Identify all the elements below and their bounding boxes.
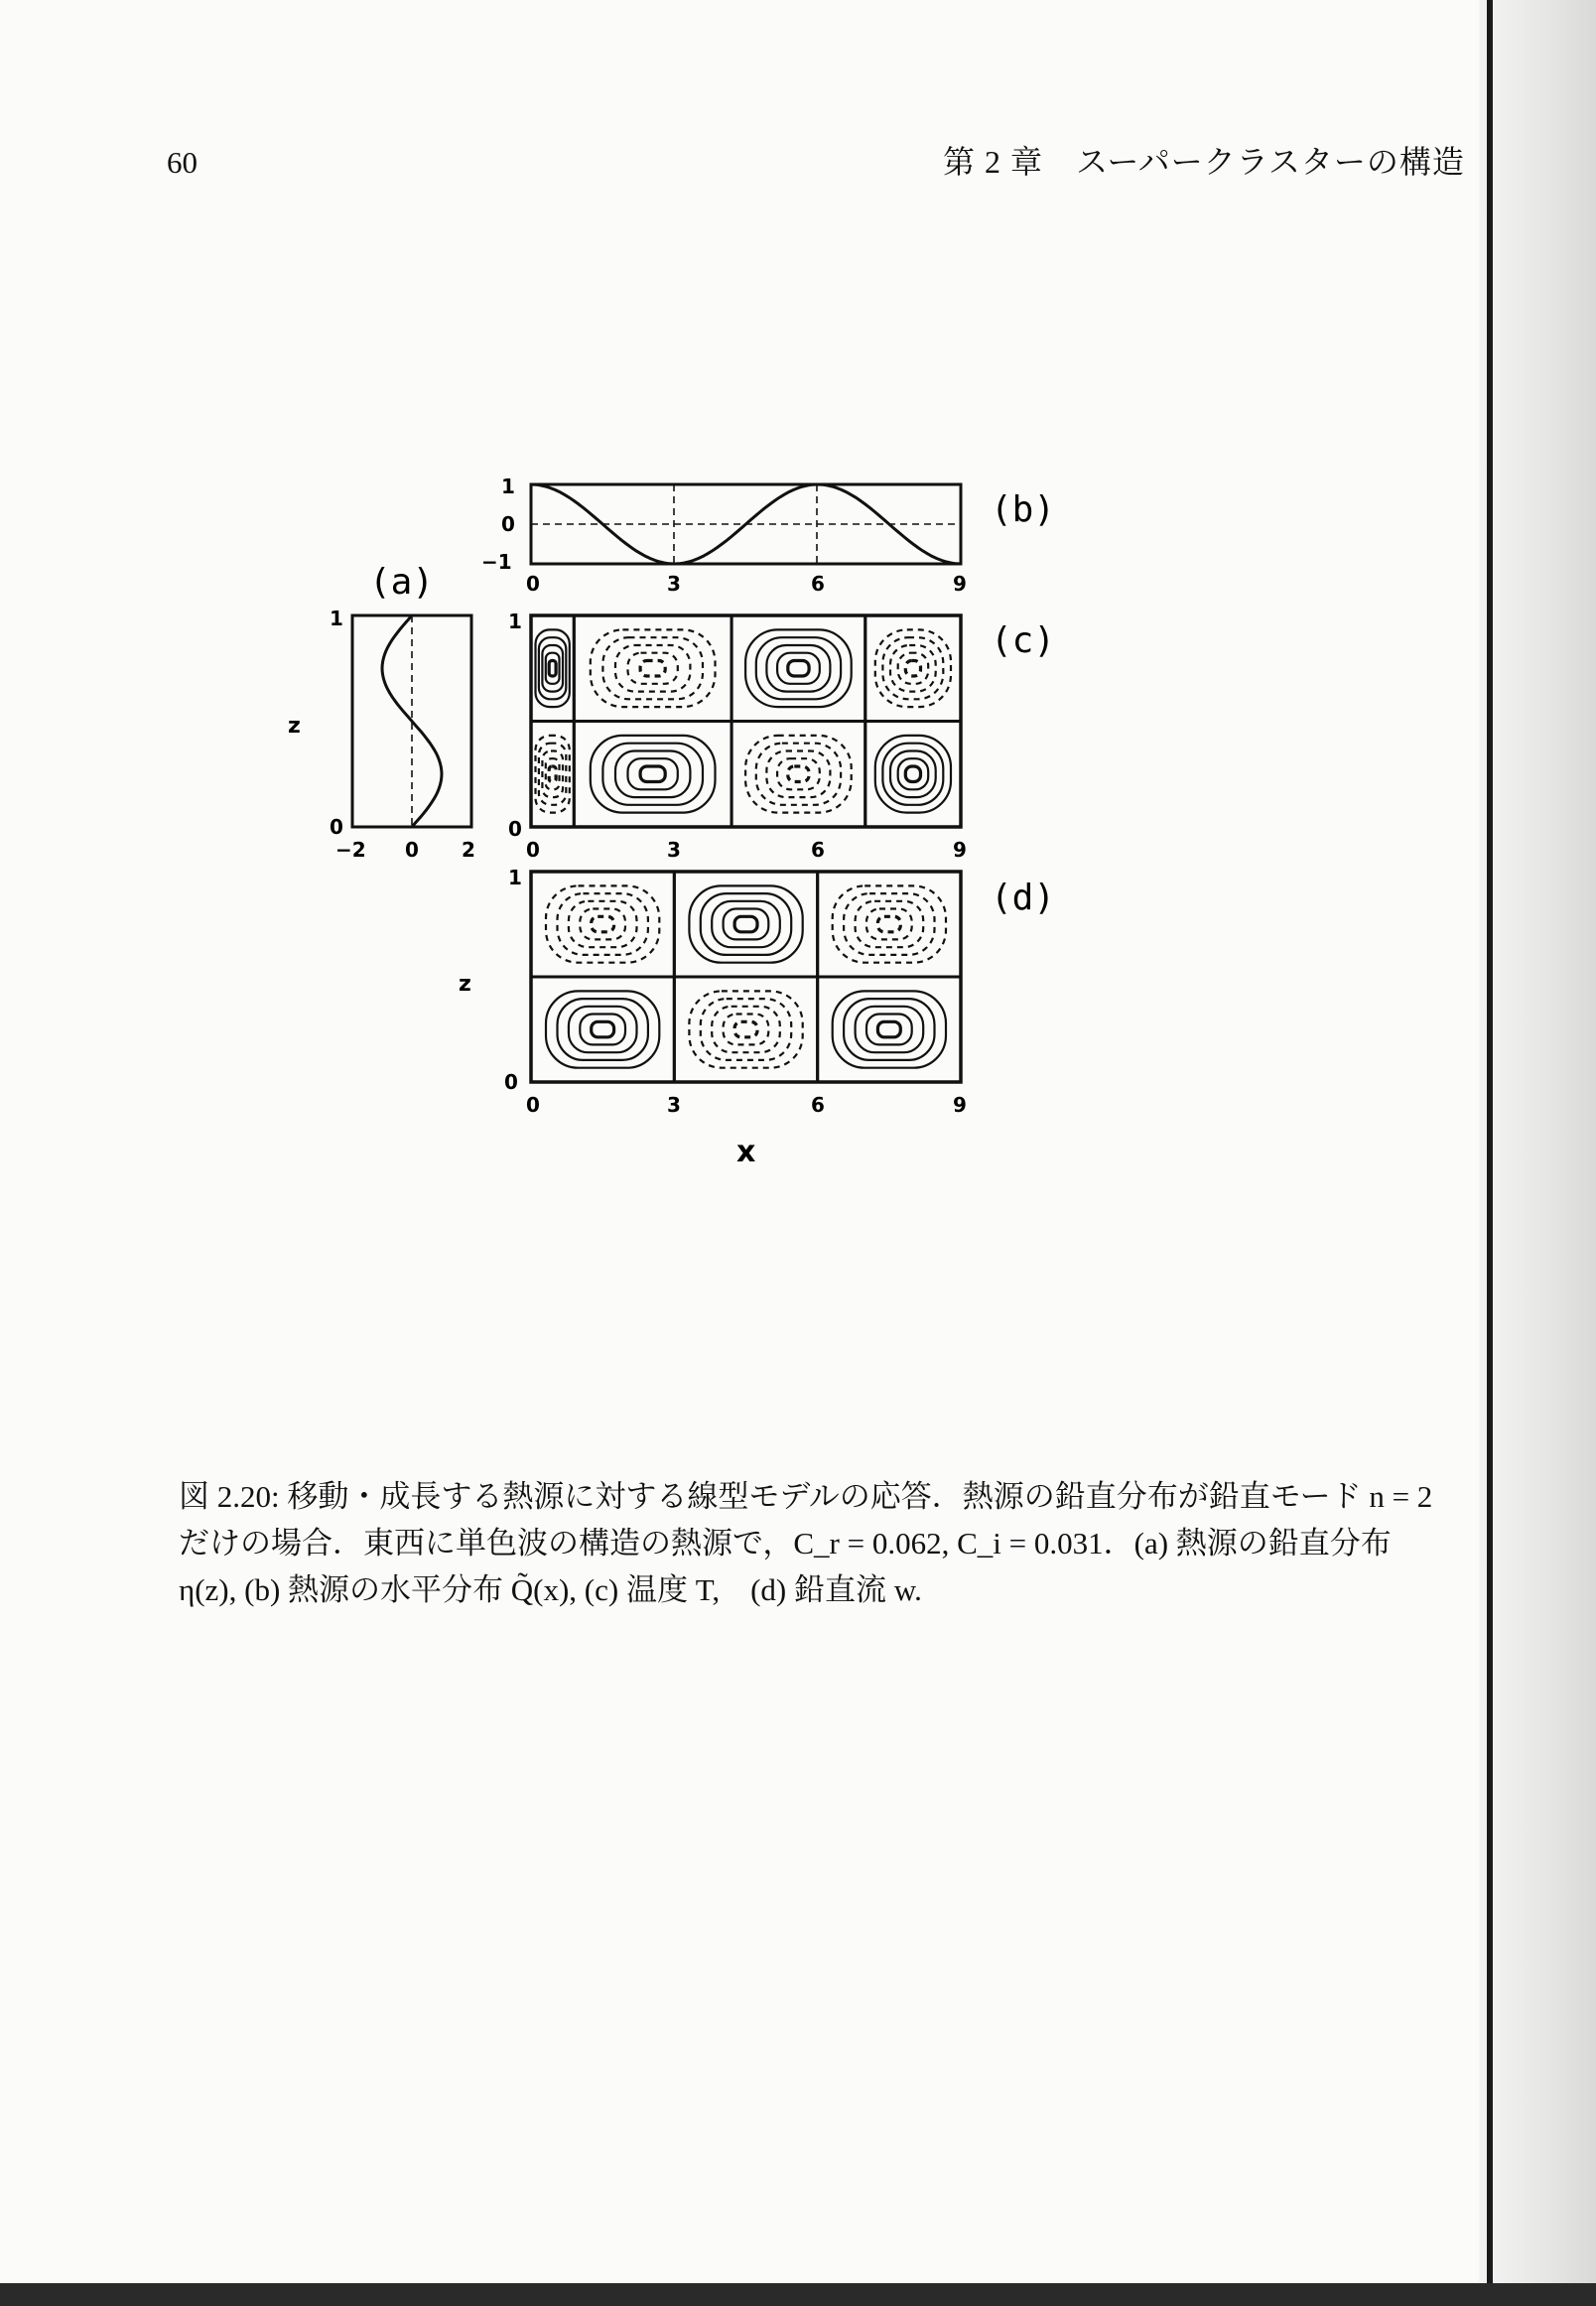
contour-line-positive [866,1015,912,1045]
scan-shadow [1479,0,1596,2306]
contour-line-negative [591,629,716,707]
contour-line-positive [689,885,802,962]
panel-d-x-label: x [736,1135,756,1169]
contour-line-positive [788,661,809,677]
panel-c-contours [531,615,961,827]
contour-line-negative [734,1021,757,1037]
contour-line-negative [640,661,665,677]
caption-line-2: だけの場合．東西に単色波の構造の熱源で，C_r = 0.062, C_i = 0.031．(a) 熱源の鉛直分布 [179,1526,1392,1560]
contour-line-negative [724,1015,769,1045]
contour-line-negative [628,653,678,684]
running-title: 第 2 章 スーパークラスターの構造 [943,144,1465,180]
contour-line-positive [875,736,951,813]
panel-c-x-tick-3: 3 [667,838,681,862]
figure-caption [179,1473,1469,1613]
contour-line-positive [558,999,648,1060]
panel-a-x-tick-0: 0 [405,838,419,862]
contour-cell-border [574,615,732,722]
panel-a-z-label: z [288,714,301,739]
contour-line-positive [591,736,716,813]
contour-line-positive [777,653,820,684]
contour-line-positive [546,991,659,1067]
contour-line-negative [701,999,791,1060]
contour-line-positive [877,1021,900,1037]
contour-line-positive [833,991,946,1067]
contour-cell-border [818,872,961,977]
panel-c-x-tick-0: 0 [526,838,540,862]
panel-b-y-tick-0: 0 [501,512,515,536]
contour-cell-border [732,615,865,722]
panel-a [288,562,475,862]
contour-line-negative [558,893,648,955]
contour-line-positive [734,916,757,932]
contour-line-negative [777,758,820,789]
panel-d-x-tick-3: 3 [667,1093,681,1117]
panel-d-x-tick-0: 0 [526,1093,540,1117]
panel-b-label: (b) [991,489,1056,530]
contour-line-positive [701,893,791,955]
contour-line-negative [689,991,802,1067]
contour-line-negative [877,916,900,932]
contour-line-negative [882,637,943,699]
contour-line-negative [602,637,703,699]
panel-d-x-tick-9: 9 [953,1093,967,1117]
contour-cell-border [865,722,961,828]
contour-line-negative [546,758,560,789]
contour-cell-border [531,977,674,1082]
contour-cell-border [531,872,674,977]
contour-line-positive [549,661,556,677]
panel-a-x-tick-2: 2 [462,838,475,862]
contour-line-negative [549,766,556,782]
figure-2-20 [278,467,1092,1181]
caption-line-3: η(z), (b) 熱源の水平分布 Q̃(x), (c) 温度 T, (d) 鉛直流 w. [179,1572,922,1607]
page-number: 60 [167,145,198,180]
contour-line-negative [905,661,920,677]
panel-a-z-tick-top: 1 [330,607,343,630]
contour-line-positive [898,758,929,789]
contour-line-negative [833,885,946,962]
contour-cell-border [818,977,961,1082]
contour-line-positive [640,766,665,782]
panel-c-label: (c) [991,620,1056,661]
panel-d-z-tick-top: 1 [508,866,522,889]
contour-line-negative [546,885,659,962]
contour-line-negative [844,893,934,955]
contour-line-negative [745,736,852,813]
panel-d-x-tick-6: 6 [811,1093,825,1117]
panel-d [459,866,1055,1169]
contour-line-positive [592,1021,614,1037]
contour-line-positive [602,744,703,805]
book-spine-line [1487,0,1493,2306]
contour-cell-border [574,722,732,828]
contour-line-negative [788,766,809,782]
contour-cell-border [674,872,817,977]
contour-cell-border [732,722,865,828]
panel-c-z-tick-top: 1 [508,610,522,633]
panel-b-y-tick-neg1: −1 [481,550,512,574]
panel-c-z-tick-bottom: 0 [508,817,522,841]
contour-line-positive [628,758,678,789]
panel-b-x-tick-3: 3 [667,572,681,596]
panel-b [481,475,1055,596]
contour-cell-border [531,722,574,828]
contour-line-negative [756,744,841,805]
panel-d-z-tick-bottom: 0 [504,1070,518,1094]
panel-b-y-tick-1: 1 [501,475,515,498]
contour-line-negative [866,909,912,940]
contour-line-positive [882,744,943,805]
panel-d-contours [531,872,961,1082]
contour-line-positive [724,909,769,940]
panel-d-label: (d) [991,878,1056,918]
contour-line-positive [745,629,852,707]
contour-line-negative [712,1007,780,1052]
contour-line-negative [592,916,614,932]
panel-c [508,610,1055,862]
scan-bottom-edge [0,2283,1596,2306]
panel-a-z-tick-bottom: 0 [330,815,343,839]
panel-a-x-tick-neg2: −2 [335,838,366,862]
panel-b-x-tick-0: 0 [526,572,540,596]
contour-line-positive [844,999,934,1060]
panel-d-z-label: z [459,972,471,997]
contour-line-negative [569,901,637,947]
panel-c-x-tick-9: 9 [953,838,967,862]
panel-a-label: (a) [369,562,435,603]
contour-line-positive [905,766,920,782]
contour-line-positive [756,637,841,699]
contour-line-negative [580,909,625,940]
contour-cell-border [531,615,574,722]
contour-cell-border [865,615,961,722]
contour-line-positive [580,1015,625,1045]
contour-line-negative [898,653,929,684]
panel-c-x-tick-6: 6 [811,838,825,862]
panel-b-x-tick-6: 6 [811,572,825,596]
contour-line-negative [875,629,951,707]
contour-line-negative [856,901,924,947]
caption-line-1: 図 2.20: 移動・成長する熱源に対する線型モデルの応答．熱源の鉛直分布が鉛直モード n = 2 [179,1479,1433,1514]
panel-b-x-tick-9: 9 [953,572,967,596]
contour-cell-border [674,977,817,1082]
